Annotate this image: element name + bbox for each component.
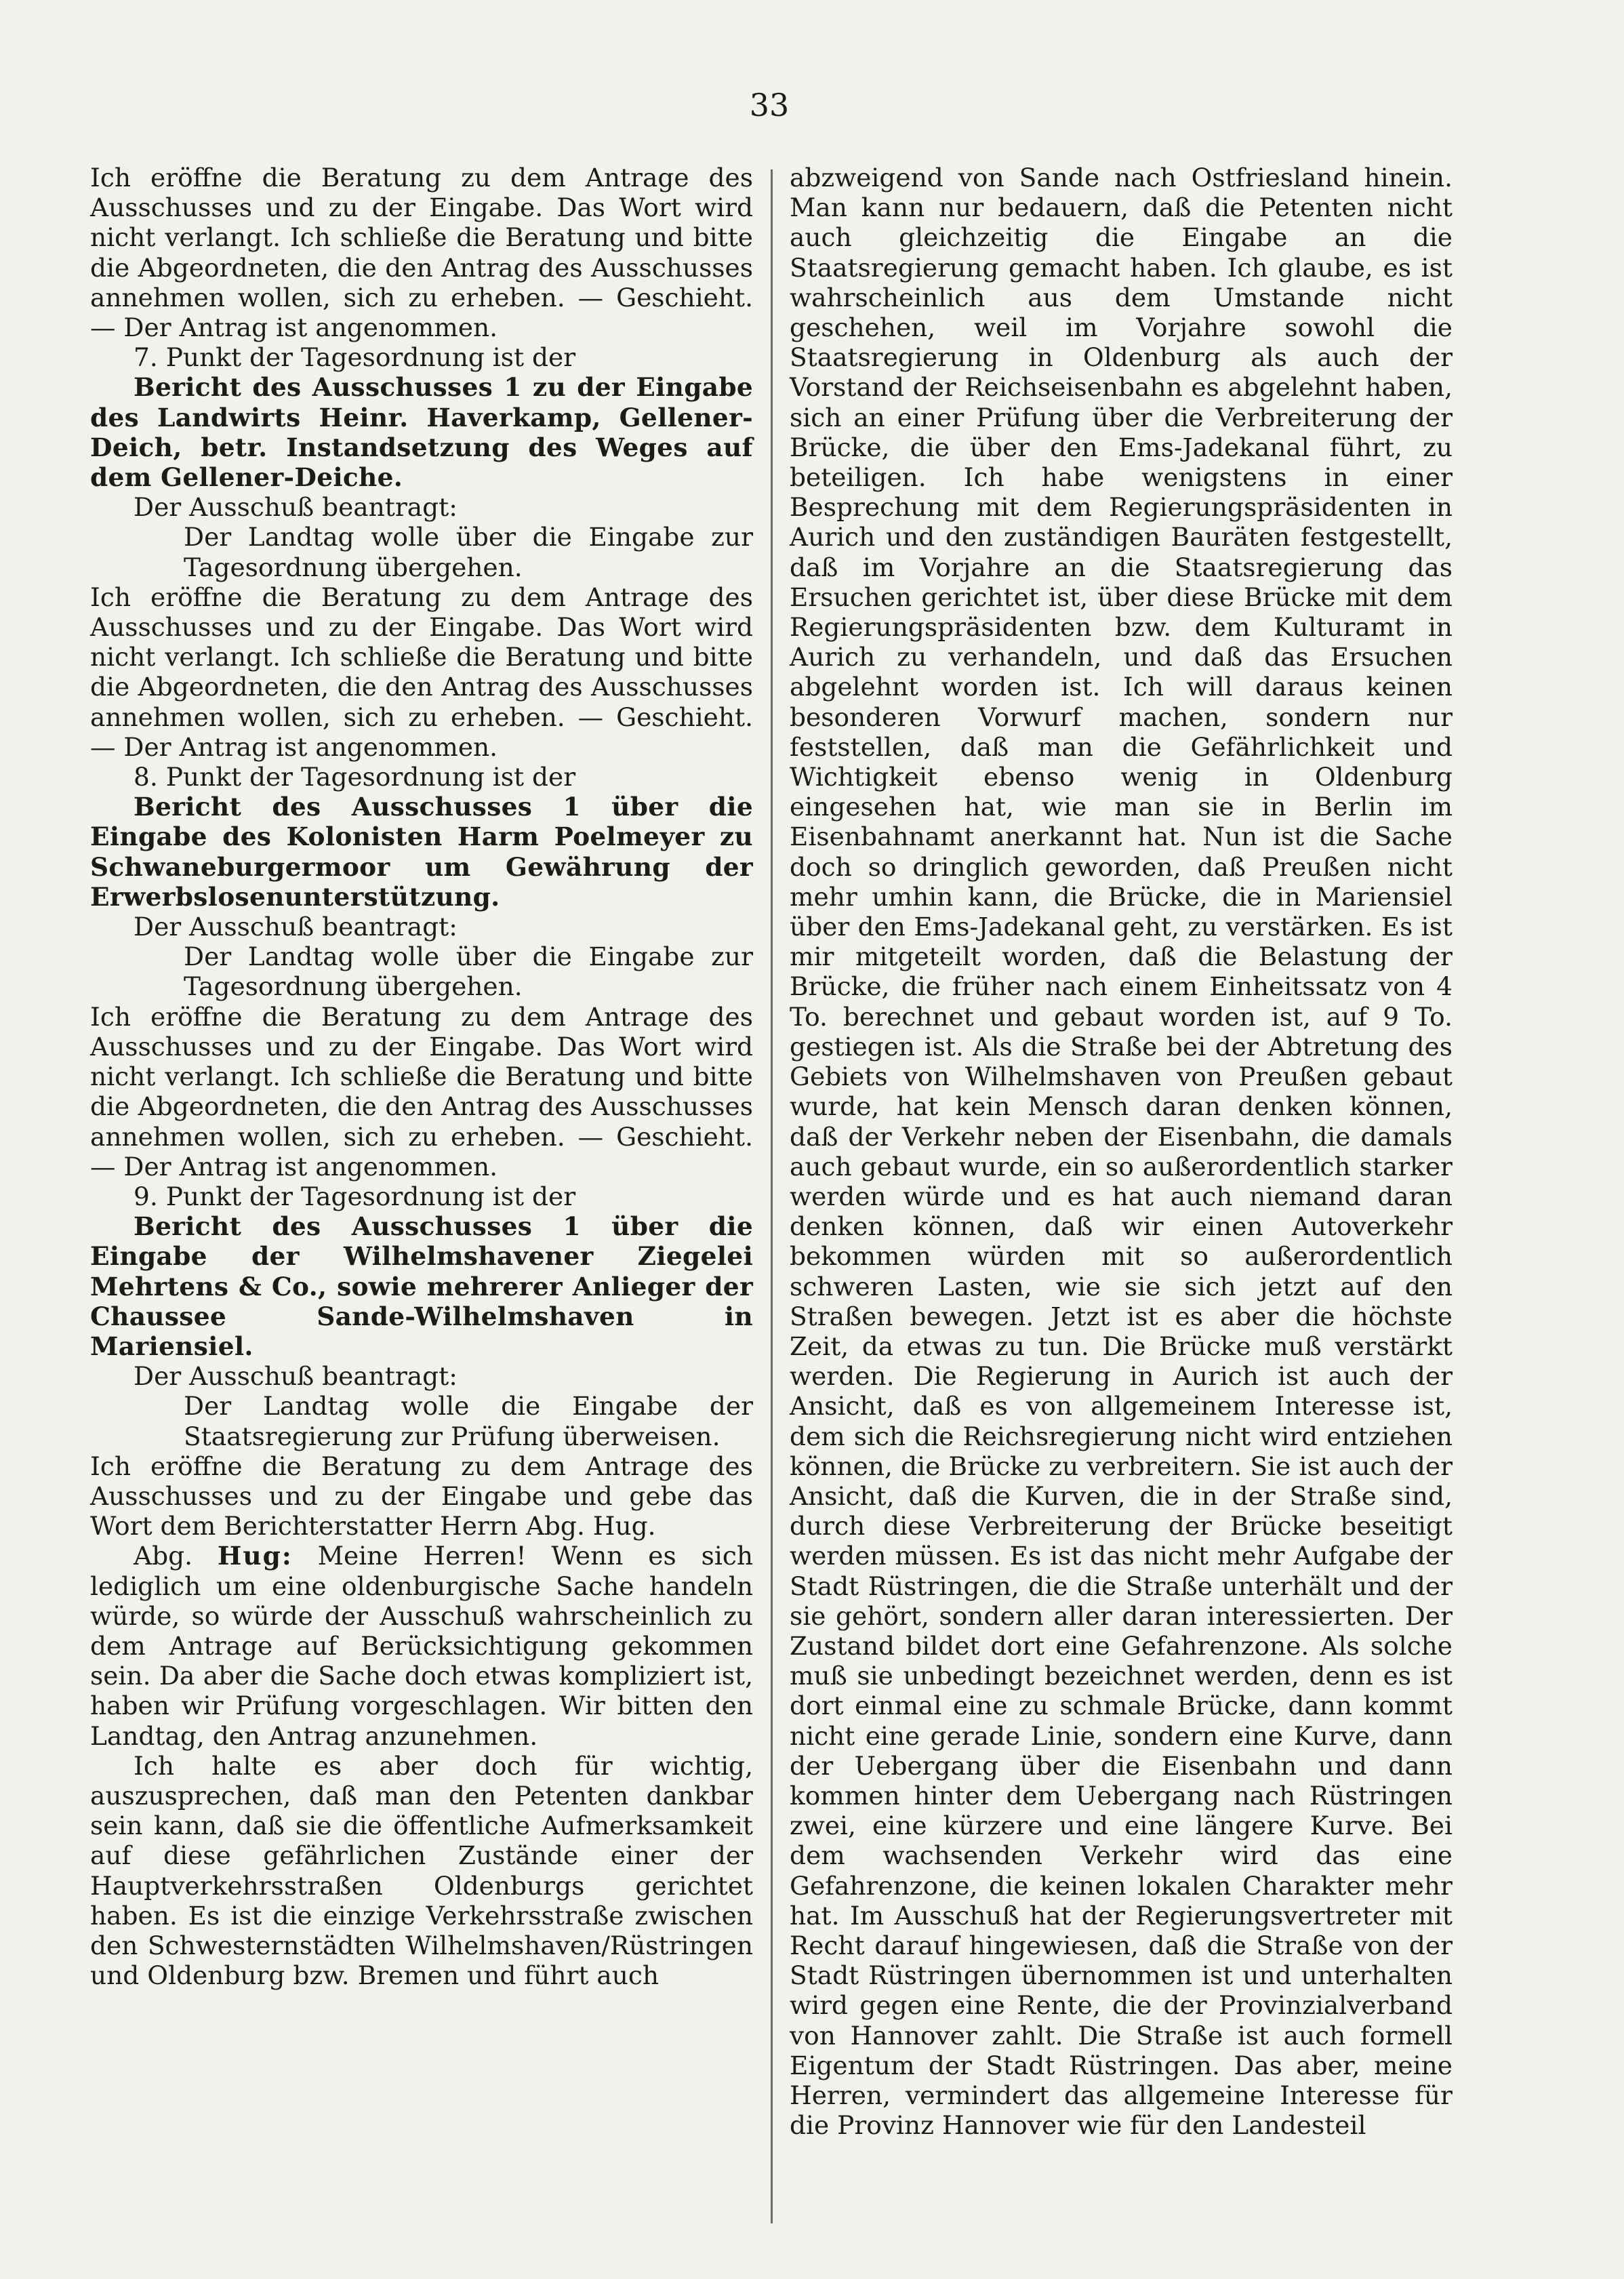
page-number: 33 [749, 87, 790, 123]
paragraph: Ich eröffne die Beratung zu dem Antrage des Ausschusses und zu der Eingabe. Das Wort wird nicht verlangt. Ich schließe die Beratung und bitte die Abgeordneten, die den Antrag des Ausschusses annehmen wollen, sich zu erheben. — Geschieht. — Der Antrag ist angenommen. [90, 163, 753, 343]
paragraph: Ich halte es aber doch für wichtig, auszusprechen, daß man den Petenten dankbar sein kann, daß sie die öffentliche Aufmerksamkeit auf diese gefährlichen Zustände einer der Hauptverkehrsstraßen Oldenburgs gerichtet haben. Es ist die einzige Verkehrsstraße zwischen den Schwesternstädten Wilhelmshaven/Rüstringen und Oldenburg bzw. Bremen und führt auch [90, 1750, 753, 1991]
paragraph: Ich eröffne die Beratung zu dem Antrage des Ausschusses und zu der Eingabe und gebe das Wort dem Berichterstatter Herrn Abg. Hug. [90, 1451, 753, 1541]
right-column [790, 163, 1453, 2140]
committee-proposal-label: Der Ausschuß beantragt: [134, 912, 458, 942]
motion-text: Der Landtag wolle über die Eingabe zur Tagesordnung übergehen. [184, 522, 753, 582]
agenda-item-intro: 8. Punkt der Tagesordnung ist der [134, 762, 576, 792]
paragraph: abzweigend von Sande nach Ostfriesland hinein. Man kann nur bedauern, daß die Petenten nicht auch gleichzeitig die Eingabe an die Staatsregierung gemacht haben. Ich glaube, es ist wahrscheinlich aus dem Umstande nicht geschehen, weil im Vorjahre sowohl die Staatsregierung in Oldenburg als auch der Vorstand der Reichseisenbahn es abgelehnt haben, sich an einer Prüfung über die Verbreiterung der Brücke, die über den Ems-Jadekanal führt, zu beteiligen. Ich habe wenigstens in einer Besprechung mit dem Regierungspräsidenten in Aurich und den zuständigen Bauräten festgestellt, daß im Vorjahre an die Staatsregierung das Ersuchen gerichtet ist, über diese Brücke mit dem Regierungspräsidenten bzw. dem Kulturamt in Aurich zu verhandeln, und daß das Ersuchen abgelehnt worden ist. Ich will daraus keinen besonderen Vorwurf machen, sondern nur feststellen, daß man die Gefährlichkeit und Wichtigkeit ebenso wenig in Oldenburg eingesehen hat, wie man sie in Berlin im Eisenbahnamt anerkannt hat. Nun ist die Sache doch so dringlich geworden, daß Preußen nicht mehr umhin kann, die Brücke, die in Mariensiel über den Ems-Jadekanal geht, zu verstärken. Es ist mir mitgeteilt worden, daß die Belastung der Brücke, die früher nach einem Einheitssatz von 4 To. berechnet und gebaut worden ist, auf 9 To. gestiegen ist. Als die Straße bei der Abtretung des Gebiets von Wilhelmshaven von Preußen gebaut wurde, hat kein Mensch daran denken können, daß der Verkehr neben der Eisenbahn, die damals auch gebaut wurde, ein so außerordentlich starker werden würde und es hat auch niemand daran denken können, daß wir einen Autoverkehr bekommen würden mit so außerordentlich schweren Lasten, wie sie sich jetzt auf den Straßen bewegen. Jetzt ist es aber die höchste Zeit, da etwas zu tun. Die Brücke muß verstärkt werden. Die Regierung in Aurich ist auch der Ansicht, daß es von allgemeinem Interesse ist, dem sich die Reichsregierung nicht wird entziehen können, die Brücke zu verbreitern. Sie ist auch der Ansicht, daß die Kurven, die in der Straße sind, durch diese Verbreiterung der Brücke beseitigt werden müssen. Es ist das nicht mehr Aufgabe der Stadt Rüstringen, die die Straße unterhält und der sie gehört, sondern aller daran interessierten. Der Zustand bildet dort eine Gefahrenzone. Als solche muß sie unbedingt bezeichnet werden, denn es ist dort einmal eine zu schmale Brücke, dann kommt nicht eine gerade Linie, sondern eine Kurve, dann der Uebergang über die Eisenbahn und dann kommen hinter dem Uebergang nach Rüstringen zwei, eine kürzere und eine längere Kurve. Bei dem wachsenden Verkehr wird das eine Gefahrenzone, die keinen lokalen Charakter mehr hat. Im Ausschuß hat der Regierungsvertreter mit Recht darauf hingewiesen, daß die Straße von der Stadt Rüstringen übernommen ist und unterhalten wird gegen eine Rente, die der Provinzialverband von Hannover zahlt. Die Straße ist auch formell Eigentum der Stadt Rüstringen. Das aber, meine Herren, vermindert das allgemeine Interesse für die Provinz Hannover wie für den Landesteil [790, 163, 1453, 2141]
agenda-heading: Bericht des Ausschusses 1 über die Eingabe der Wilhelmshavener Ziegelei Mehrtens & Co., sowie mehrerer Anlieger der Chaussee Sande-Wilhelmshaven in Mariensiel. [90, 1211, 753, 1361]
speaker-prefix: Abg. [134, 1541, 193, 1571]
agenda-item-intro: 7. Punkt der Tagesordnung ist der [134, 342, 576, 373]
agenda-heading: Bericht des Ausschusses 1 über die Eingabe des Kolonisten Harm Poelmeyer zu Schwaneburgermoor um Gewährung der Erwerbslosenunterstützung. [90, 792, 753, 912]
agenda-item-intro: 9. Punkt der Tagesordnung ist der [134, 1181, 576, 1211]
motion-text: Der Landtag wolle die Eingabe der Staatsregierung zur Prüfung überweisen. [184, 1391, 753, 1451]
paragraph: Ich eröffne die Beratung zu dem Antrage des Ausschusses und zu der Eingabe. Das Wort wird nicht verlangt. Ich schließe die Beratung und bitte die Abgeordneten, die den Antrag des Ausschusses annehmen wollen, sich zu erheben. — Geschieht. — Der Antrag ist angenommen. [90, 582, 753, 762]
paragraph: Ich eröffne die Beratung zu dem Antrage des Ausschusses und zu der Eingabe. Das Wort wird nicht verlangt. Ich schließe die Beratung und bitte die Abgeordneten, die den Antrag des Ausschusses annehmen wollen, sich zu erheben. — Geschieht. — Der Antrag ist angenommen. [90, 1001, 753, 1182]
committee-proposal-label: Der Ausschuß beantragt: [134, 492, 458, 523]
agenda-heading: Bericht des Ausschusses 1 zu der Eingabe des Landwirts Heinr. Haverkamp, Gellener-Deich, betr. Instandsetzung des Weges auf dem Gellener-Deiche. [90, 372, 753, 493]
speech-text: Meine Herren! Wenn es sich lediglich um eine oldenburgische Sache handeln würde, so würde der Ausschuß wahrscheinlich zu dem Antrage auf Berücksichtigung gekommen sein. Da aber die Sache doch etwas kompliziert ist, haben wir Prüfung vorgeschlagen. Wir bitten den Landtag, den Antrag anzunehmen. [90, 1541, 754, 1751]
left-column [90, 163, 753, 1990]
speech-paragraph [90, 1541, 753, 1750]
column-divider [771, 169, 773, 2223]
speaker-name: Hug: [217, 1541, 293, 1571]
motion-text: Der Landtag wolle über die Eingabe zur Tagesordnung übergehen. [184, 942, 753, 1002]
committee-proposal-label: Der Ausschuß beantragt: [134, 1361, 458, 1392]
